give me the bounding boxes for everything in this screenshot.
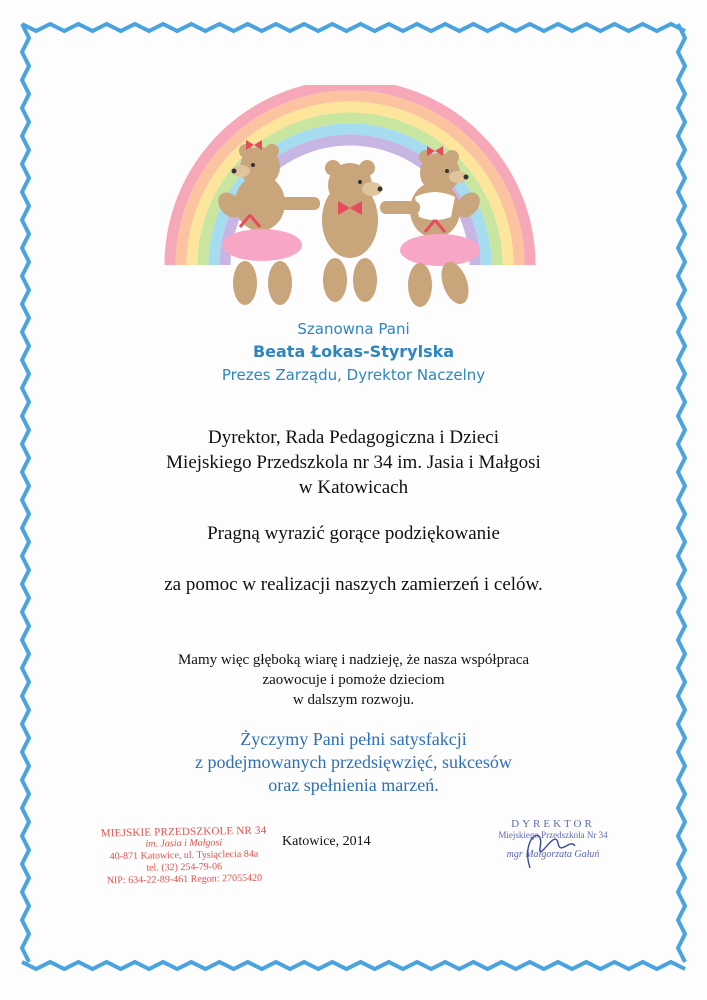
border-zigzag-line	[22, 24, 685, 31]
rainbow-bears-illustration	[150, 85, 550, 315]
wishes-block	[0, 728, 707, 797]
hope-line: zaowocuje i pomoże dzieciom	[262, 672, 445, 688]
handwritten-signature	[500, 818, 580, 878]
hope-line: w dalszym rozwoju.	[292, 692, 415, 708]
wishes-line: z podejmowanych przedsięwzięć, sukcesów	[195, 752, 512, 772]
senders-block	[0, 425, 707, 500]
director-institution: Miejskiego Przedszkola Nr 34	[498, 830, 608, 840]
kindergarten-stamp	[83, 824, 284, 887]
thanks-line: Pragną wyrazić gorące podziękowanie	[207, 523, 500, 544]
addressee-block	[0, 318, 707, 386]
bear-middle	[322, 160, 383, 302]
hope-block	[0, 650, 707, 710]
addressee-role: Prezes Zarządu, Dyrektor Naczelny	[221, 366, 486, 384]
director-title: DYREKTOR	[511, 818, 595, 830]
hope-line: Mamy więc głęboką wiarę i nadzieję, że nasza współpraca	[177, 652, 530, 668]
stamp-line: im. Jasia i Małgosi	[145, 837, 223, 850]
stamp-line: 40-871 Katowice, ul. Tysiąclecia 84a	[109, 848, 259, 863]
addressee-name: Beata Łokas-Styrylska	[252, 342, 455, 361]
stamp-line: NIP: 634-22-89-461 Regon: 27055420	[106, 872, 263, 887]
place-date: Katowice, 2014	[282, 834, 371, 849]
border-zigzag-line	[22, 962, 685, 969]
stamp-line: MIEJSKIE PRZEDSZKOLE NR 34	[100, 824, 267, 840]
salutation: Szanowna Pani	[297, 320, 410, 338]
wishes-line: oraz spełnienia marzeń.	[268, 775, 439, 795]
senders-line: Dyrektor, Rada Pedagogiczna i Dzieci	[208, 427, 499, 448]
senders-line: Miejskiego Przedszkola nr 34 im. Jasia i Małgosi	[166, 452, 541, 473]
help-line: za pomoc w realizacji naszych zamierzeń i celów.	[164, 574, 543, 595]
senders-line: w Katowicach	[298, 477, 409, 498]
director-name: mgr Małgorzata Gałuń	[506, 849, 600, 860]
wishes-line: Życzymy Pani pełni satysfakcji	[240, 729, 467, 749]
stamp-line: tel. (32) 254-79-06	[146, 861, 223, 874]
